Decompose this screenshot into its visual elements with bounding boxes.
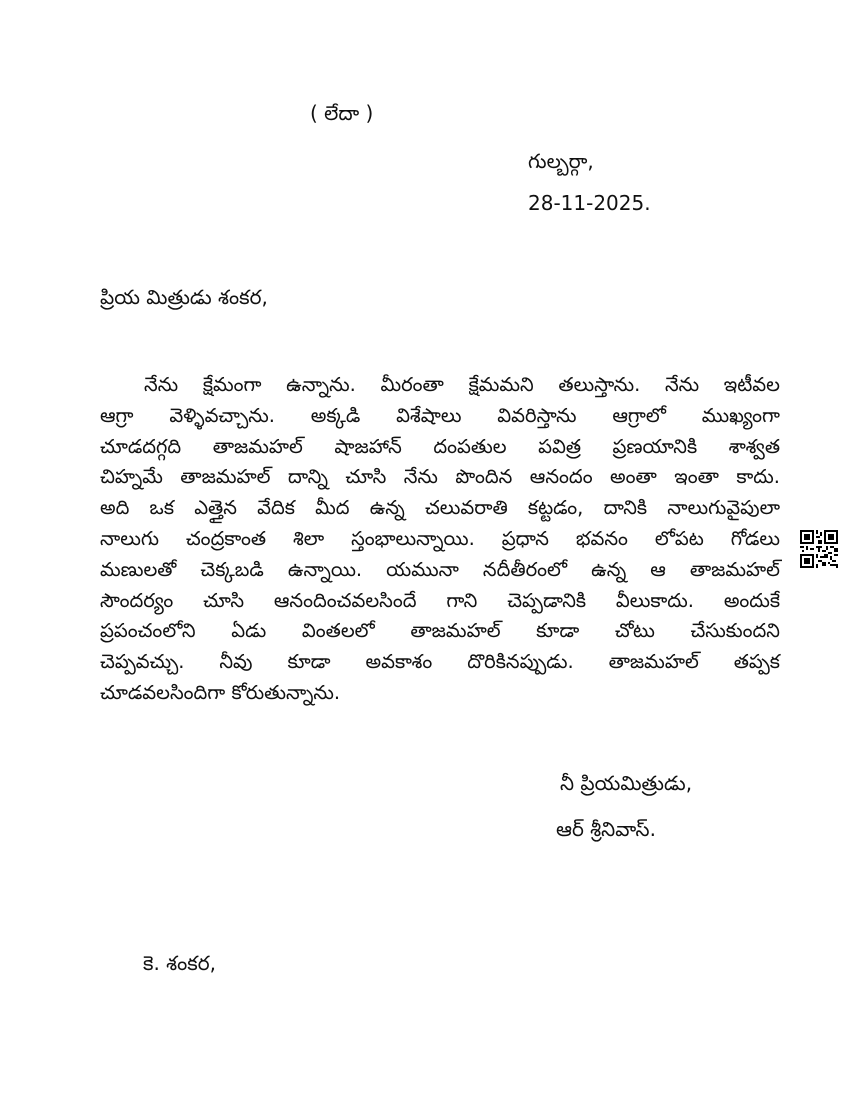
letter-body	[100, 370, 780, 709]
body-line: నేను క్షేమంగా ఉన్నాను. మీరంతా క్షేమమని తలుస్తాను. నేను ఇటీవల	[144, 373, 780, 396]
body-line: అది ఒక ఎత్తైన వేదిక మీద ఉన్న చలువరాతి కట్టడం, దానికి నాలుగువైపులా	[100, 496, 780, 520]
qr-code-icon	[800, 530, 838, 568]
body-line: చూడవలసిందిగా కోరుతున్నాను.	[100, 680, 341, 704]
addressee: కె. శంకర,	[143, 951, 216, 975]
closing: నీ ప్రియమిత్రుడు,	[560, 771, 693, 795]
letter-place: గుల్బర్గా,	[528, 149, 594, 173]
salutation: ప్రియ మిత్రుడు శంకర,	[100, 285, 268, 309]
or-heading: ( లేదా )	[310, 101, 374, 125]
body-line: చిహ్నమే తాజమహల్ దాన్ని చూసి నేను పొందిన ఆనందం అంతా ఇంతా కాదు.	[100, 465, 780, 489]
body-line: చెప్పవచ్చు. నీవు కూడా అవకాశం దొరికినప్పుడు. తాజమహల్ తప్పక	[100, 650, 780, 674]
body-line: సౌందర్యం చూసి ఆనందించవలసిందే గాని చెప్పడానికి వీలుకాదు. అందుకే	[100, 588, 780, 612]
signature: ఆర్ శ్రీనివాస్.	[556, 817, 656, 841]
body-line: మణులతో చెక్కబడి ఉన్నాయి. యమునా నదీతీరంలో ఉన్న ఆ తాజమహల్	[100, 557, 780, 581]
body-line: ఆగ్రా వెళ్ళివచ్చాను. అక్కడి విశేషాలు వివరిస్తాను ఆగ్రాలో ముఖ్యంగా	[100, 403, 780, 427]
body-line: చూడదగ్గది తాజమహల్ షాజహాన్ దంపతుల పవిత్ర ప్రణయానికి శాశ్వత	[100, 434, 780, 458]
body-line: ప్రపంచంలోని ఏడు వింతలలో తాజమహల్ కూడా చోటు చేసుకుందని	[100, 619, 780, 643]
letter-date: 28-11-2025.	[528, 191, 651, 215]
body-line: నాలుగు చంద్రకాంత శిలా స్తంభాలున్నాయి. ప్రధాన భవనం లోపట గోడలు	[100, 526, 780, 550]
